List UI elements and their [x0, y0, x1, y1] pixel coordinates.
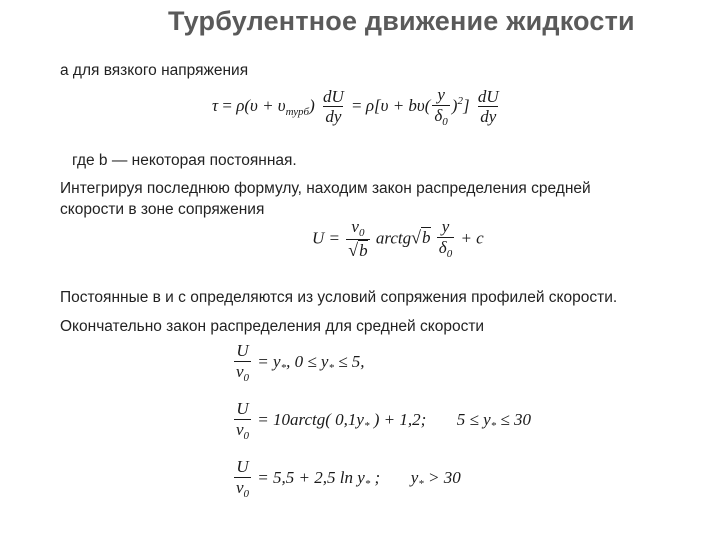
subscript-0: 0	[243, 371, 250, 384]
condition-start: 5 ≤ y	[456, 410, 491, 430]
equation-log-layer	[232, 458, 461, 500]
subscript-star-2: *	[418, 478, 424, 491]
viscosity-sum: (υ + υ	[244, 96, 286, 116]
text-constants: Постоянные в и с определяются из условий сопряжения профилей скорости.	[60, 289, 618, 306]
denominator-dy-2: dy	[480, 107, 497, 127]
v-symbol: v	[236, 477, 244, 497]
fraction-y-delta0	[432, 86, 449, 128]
subscript-0: 0	[243, 429, 250, 442]
rhs-expression: = y	[257, 352, 281, 372]
delta-symbol: δ	[434, 105, 443, 125]
condition-end: > 30	[423, 468, 461, 488]
condition-start: y	[410, 468, 419, 488]
equation-velocity-transition	[312, 218, 484, 261]
numerator-U: U	[236, 399, 249, 418]
denominator-v0	[234, 361, 251, 385]
subscript-star-2: *	[328, 362, 334, 375]
plus-c: + c	[460, 228, 484, 248]
subscript-0: 0	[243, 487, 250, 500]
rhs-end: ) + 1,2;	[369, 410, 427, 430]
lhs-U: U =	[312, 228, 340, 248]
numerator-dU-2: dU	[477, 86, 499, 106]
text-integration-line2: скорости в зоне сопряжения	[60, 201, 265, 218]
slide-title: Турбулентное движение жидкости	[168, 6, 635, 36]
numerator-v0	[349, 218, 366, 239]
equation-viscous-stress	[212, 86, 503, 128]
subscript-0: 0	[446, 247, 453, 260]
fraction-U-v0	[234, 400, 251, 442]
sqrt-icon-2: √	[411, 227, 422, 248]
text-viscous-stress-intro: а для вязкого напряжения	[60, 62, 249, 79]
equation-buffer-layer	[232, 400, 531, 442]
rhs-expression: = 5,5 + 2,5 ln y	[257, 468, 365, 488]
tau-symbol: τ	[212, 96, 219, 116]
rhs-expression: = 10arctg( 0,1y	[257, 410, 364, 430]
arctg-function: arctg	[375, 228, 412, 248]
subscript-turb: турб	[285, 106, 310, 119]
fraction-v0-sqrtb	[346, 218, 369, 261]
fraction-dU-dy	[321, 88, 346, 127]
text-b-constant: где b — некоторая постоянная.	[72, 152, 297, 169]
paren-close-2: )	[451, 96, 458, 116]
v-symbol: v	[236, 361, 244, 381]
rhs-end: ;	[370, 468, 381, 488]
rho-symbol-2: ρ	[365, 96, 375, 116]
sqrt-icon: √	[348, 240, 359, 261]
equation-viscous-sublayer	[232, 342, 365, 384]
numerator-y: y	[441, 217, 450, 237]
paren-close: )	[309, 96, 315, 116]
subscript-star: *	[363, 420, 370, 433]
denominator-v0	[234, 419, 251, 443]
fraction-U-v0	[234, 342, 251, 384]
fraction-U-v0	[234, 458, 251, 500]
delta-symbol: δ	[438, 237, 447, 257]
v-symbol: v	[236, 419, 244, 439]
numerator-y: y	[437, 85, 445, 104]
denominator-sqrtb	[346, 239, 369, 261]
bracket-expression: [υ + bυ(	[374, 96, 431, 116]
condition-start: , 0 ≤ y	[286, 352, 329, 372]
numerator-dU: dU	[322, 86, 344, 106]
subscript-0: 0	[442, 115, 448, 128]
fraction-y-delta0	[437, 218, 454, 260]
radicand-b: b	[359, 241, 368, 261]
radicand-b-2: b	[422, 228, 431, 248]
text-final-law: Окончательно закон распределения для средней скорости	[60, 318, 485, 335]
fraction-dU-dy-2	[476, 88, 501, 127]
subscript-star: *	[280, 362, 287, 375]
condition-end: ≤ 30	[496, 410, 532, 430]
denominator-delta0	[432, 105, 449, 129]
v-symbol: v	[351, 217, 359, 236]
equals-sign: =	[222, 96, 232, 116]
numerator-U: U	[236, 457, 249, 476]
condition-end: ≤ 5,	[333, 352, 365, 372]
subscript-star-2: *	[490, 420, 497, 433]
rho-symbol: ρ	[236, 96, 245, 116]
text-integration-line1: Интегрируя последнюю формулу, находим закон распределения средней	[60, 180, 591, 197]
denominator-dy: dy	[325, 107, 342, 127]
bracket-close: ]	[462, 96, 470, 116]
denominator-delta0	[437, 237, 454, 261]
denominator-v0	[234, 477, 251, 501]
subscript-star: *	[364, 478, 371, 491]
superscript-2: 2	[457, 95, 463, 108]
numerator-U: U	[236, 341, 249, 360]
subscript-0: 0	[358, 227, 365, 239]
equals-sign-2: =	[352, 96, 362, 116]
